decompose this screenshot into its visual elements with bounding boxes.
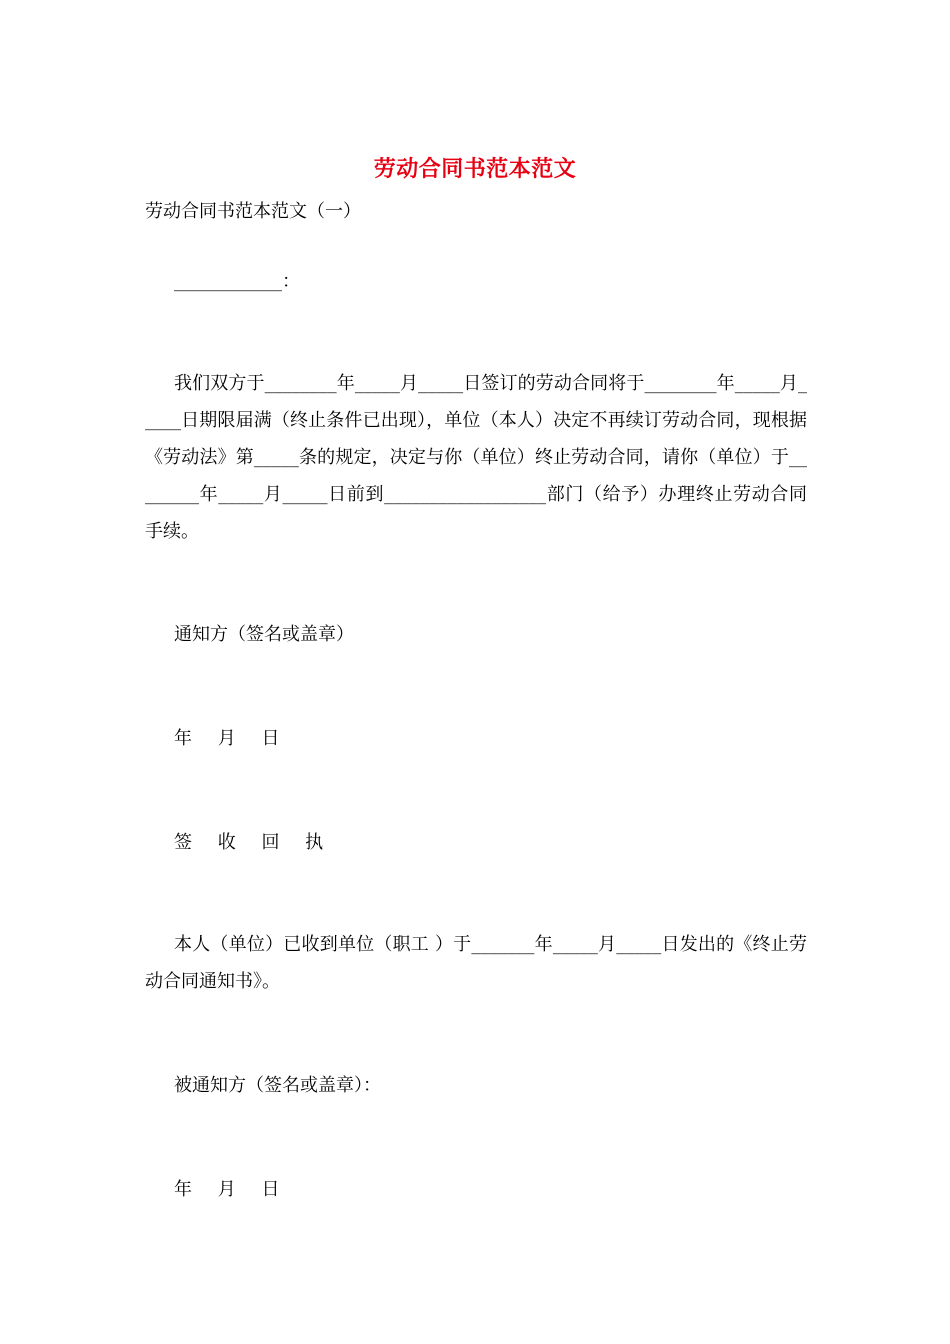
document-subtitle: 劳动合同书范本范文（一） <box>145 201 361 222</box>
notice-paragraph: 我们双方于________年_____月_____日签订的劳动合同将于________年_____月_____日期限届满（终止条件已出现），单位（本人）决定不再续订劳动合同，现根据《劳动法》第_____条的规定，决定与你（单位）终止劳动合同，请你（单位）于________年_____月_____日前到__________________部门（给予）办理终止劳动合同手续。 <box>145 373 807 542</box>
receipt-heading: 签 收 回 执 <box>174 832 334 853</box>
addressee-line: ____________： <box>174 271 300 292</box>
date-line: 年 月 日 <box>174 1179 290 1200</box>
document-title: 劳动合同书范本范文 <box>373 156 577 182</box>
receipt-paragraph: 本人（单位）已收到单位（职工 ）于_______年_____月_____日发出的《终止劳动合同通知书》。 <box>145 934 807 992</box>
recipient-signature: 被通知方（签名或盖章）： <box>174 1075 381 1096</box>
date-line: 年 月 日 <box>174 728 290 749</box>
notifier-signature: 通知方（签名或盖章） <box>174 624 354 645</box>
